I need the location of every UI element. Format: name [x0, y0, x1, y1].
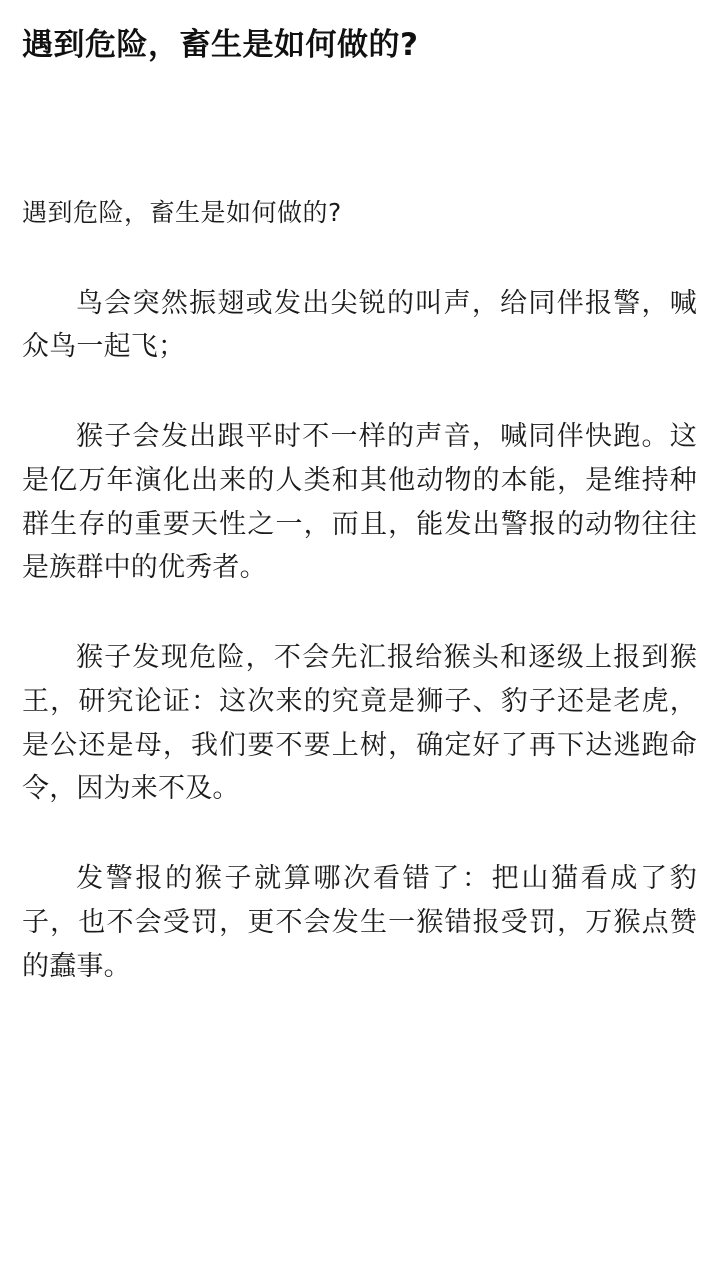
document-subtitle: 遇到危险，畜生是如何做的?: [22, 197, 342, 227]
document-body: [22, 282, 697, 989]
title-spacer: [22, 83, 697, 195]
body-paragraph: 猴子发现危险，不会先汇报给猴头和逐级上报到猴王，研究论证：这次来的究竟是狮子、豹子还是老虎，是公还是母，我们要不要上树，确定好了再下达逃跑命令，因为来不及。: [22, 642, 697, 805]
body-paragraph: 猴子会发出跟平时不一样的声音，喊同伴快跑。这是亿万年演化出来的人类和其他动物的本能，是维持种群生存的重要天性之一，而且，能发出警报的动物往往是族群中的优秀者。: [22, 421, 697, 584]
body-paragraph: 发警报的猴子就算哪次看错了：把山猫看成了豹子，也不会受罚，更不会发生一猴错报受罚，万猴点赞的蠢事。: [22, 863, 697, 982]
body-paragraph: 鸟会突然振翅或发出尖锐的叫声，给同伴报警，喊众鸟一起飞；: [22, 287, 697, 363]
page-title: 遇到危险，畜生是如何做的?: [22, 27, 419, 63]
